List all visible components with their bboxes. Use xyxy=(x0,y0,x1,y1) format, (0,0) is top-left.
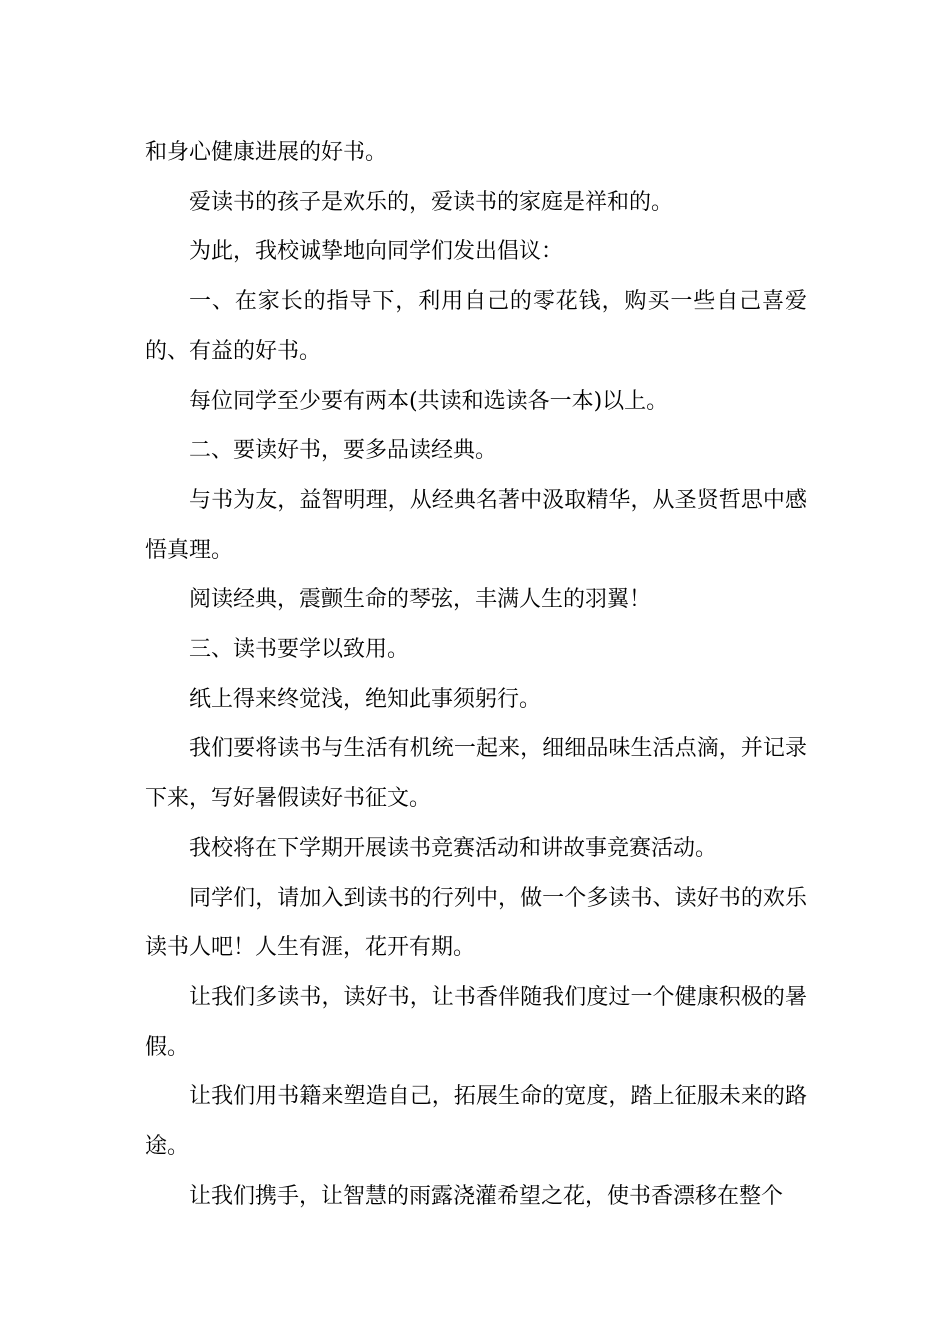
paragraph-2: 爱读书的孩子是欢乐的，爱读书的家庭是祥和的。 xyxy=(189,189,674,215)
paragraph-7: 与书为友，益智明理，从经典名著中汲取精华，从圣贤哲思中感悟真理。 xyxy=(145,487,807,563)
document-page xyxy=(145,128,807,1221)
paragraph-11: 我们要将读书与生活有机统一起来，细细品味生活点滴，并记录下来，写好暑假读好书征文。 xyxy=(145,736,807,812)
paragraph-16: 让我们携手，让智慧的雨露浇灌希望之花，使书香漂移在整个 xyxy=(189,1183,784,1209)
paragraph-10: 纸上得来终觉浅，绝知此事须躬行。 xyxy=(189,686,542,712)
paragraph-9: 三、读书要学以致用。 xyxy=(189,637,410,663)
paragraph-1: 和身心健康进展的好书。 xyxy=(145,140,388,165)
paragraph-4: 一、在家长的指导下，利用自己的零花钱，购买一些自己喜爱的、有益的好书。 xyxy=(145,289,807,364)
paragraph-5: 每位同学至少要有两本(共读和选读各一本)以上。 xyxy=(189,388,669,414)
paragraph-12: 我校将在下学期开展读书竞赛活动和讲故事竞赛活动。 xyxy=(189,835,718,861)
paragraph-8: 阅读经典，震颤生命的琴弦，丰满人生的羽翼！ xyxy=(189,587,652,613)
paragraph-6: 二、要读好书，要多品读经典。 xyxy=(189,438,498,464)
paragraph-14: 让我们多读书，读好书，让书香伴随我们度过一个健康积极的暑假。 xyxy=(145,984,807,1060)
paragraph-15: 让我们用书籍来塑造自己，拓展生命的宽度，踏上征服未来的路途。 xyxy=(145,1084,807,1160)
paragraph-3: 为此，我校诚挚地向同学们发出倡议： xyxy=(189,239,564,265)
paragraph-13: 同学们，请加入到读书的行列中，做一个多读书、读好书的欢乐读书人吧！人生有涯，花开有期。 xyxy=(145,885,807,961)
